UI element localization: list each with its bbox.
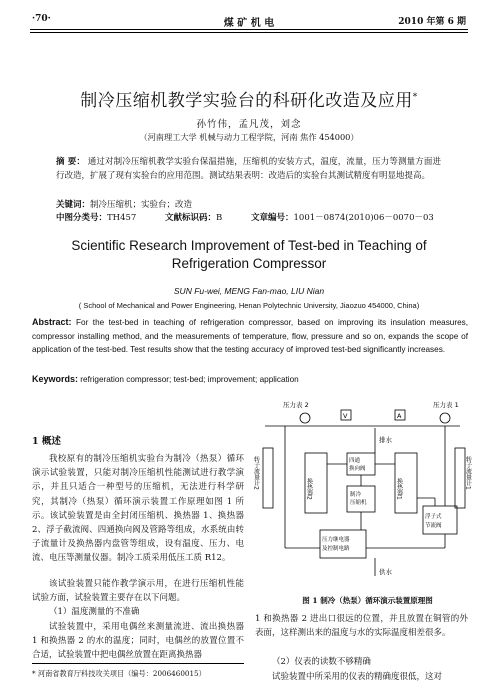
abstract-cn [56, 155, 441, 183]
section-heading: 1 概述 [32, 436, 61, 447]
label-compressor-2: 压缩机 [350, 500, 367, 506]
label-compressor: 制冷 [350, 492, 362, 498]
footnote: * 河南省教育厅科技攻关项目（编号：2006460015） [32, 669, 206, 678]
figure-caption: 图 1 制冷（热泵）循环演示装置原理图 [302, 596, 433, 605]
abstract-cn-text: 通过对制冷压缩机教学实验台保温措施，压缩机的安装方式，温度，流量，压力等测量方面进行改造，扩展了现有实验台的应用范围。测试结果表明：改造后的实验台其测试精度有明显地提高。 [56, 157, 441, 182]
right-paragraph-2: 试验装置中所采用的仪表的精确度很低，这对 [272, 672, 443, 682]
label-gauge2: 压力表 2 [283, 401, 309, 409]
label-switch-2: 及控制电路 [322, 546, 350, 552]
abstract-cn-label: 摘 要： [56, 157, 85, 167]
subheading-2: （2）仪表的读数不够精确 [272, 657, 371, 667]
label-float-valve: 浮子式 [425, 514, 442, 520]
label-gauge1: 压力表 1 [433, 401, 459, 409]
title-en-line2: Refrigeration Compressor [171, 256, 327, 271]
label-valve: 四通 [349, 458, 361, 464]
label-water-out: 排水 [379, 436, 392, 444]
keywords-en: Keywords: refrigeration compressor; test-bed; improvement; application [32, 374, 299, 384]
issue-number: 2010 年第 6 期 [398, 17, 466, 27]
title-en-line1: Scientific Research Improvement of Test-bed in Teaching of [71, 238, 427, 253]
header-rule [30, 29, 468, 30]
journal-name: 煤 矿 机 电 [223, 18, 275, 29]
authors-en: SUN Fu-wei, MENG Fan-mao, LIU Nian [173, 286, 325, 296]
section1-paragraph-1: 我校原有的制冷压缩机实验台为制冷（热泵）循环演示试验装置，只能对制冷压缩机性能测试进行教学演示，并且只适合一种型号的压缩机，无法进行科学研究，其制冷（热泵）循环演示装置工作原理如图 1 所示。该试验装置是由全封闭压缩机、换热器 1、换热器 2、浮子截流阀、四通换向阀及管路等组成，水系统由转子流量计及换热器内盘管等组成，设有温度、压力、电流、电压等测量仪器。制冷工质采用低压工质 R12。 [32, 454, 244, 564]
label-water-in: 供水 [379, 568, 392, 576]
classification: 中图分类号：TH457 文献标识码：B 文章编号：1001－0874(2010)06－0070－03 [56, 213, 434, 223]
subheading-1: （1）温度测量的不准确 [49, 607, 140, 617]
label-hx2: 换热器2 [305, 478, 313, 500]
section1-paragraph-3: 试验装置中，采用电偶丝来测量流进、流出换热器 1 和换热器 2 的水的温度；同时，电偶丝的放置位置不合适，试验装置中把电偶丝放置在距离换热器 [32, 622, 244, 661]
title-footnote-mark: * [412, 92, 418, 103]
label-switch: 压力继电器 [322, 537, 350, 543]
header-rule-thin [30, 32, 468, 33]
label-rotameter1: 转子流量计1 [464, 456, 472, 490]
keywords-cn: 关键词：制冷压缩机；实验台；改造 [56, 200, 193, 210]
label-rotameter2: 转子流量计2 [252, 456, 260, 490]
label-valve-2: 换向阀 [349, 466, 366, 472]
footnote-rule [32, 663, 244, 664]
paper-title: 制冷压缩机教学实验台的科研化改造及应用* [80, 91, 418, 111]
authors-cn: 孙竹伟，孟凡茂，刘念 [196, 119, 302, 130]
abstract-en-text: For the test-bed in teaching of refrigeration compressor, based on improving its insulation measures, compressor installing method, and the measurements of temperature, flow, pressure and so on, expands the scope of application of the test-bed. Test results show that the testing accuracy of improved test-bed significantly increases. [32, 318, 468, 354]
label-ammeter: A [397, 412, 402, 420]
figure-1-schematic [252, 398, 475, 588]
affiliation-en: ( School of Mechanical and Power Engineering, Henan Polytechnic University, Jiaozuo 454000, China) [78, 301, 420, 310]
label-float-valve-2: 节流阀 [425, 523, 442, 529]
label-hx1: 换热器1 [395, 478, 403, 500]
affiliation-cn: （河南理工大学 机械与动力工程学院，河南 焦作 454000） [139, 132, 359, 142]
abstract-en-label: Abstract: [32, 317, 72, 327]
abstract-en [32, 316, 468, 357]
section1-paragraph-2: 该试验装置只能作教学演示用，在进行压缩机性能试验方面，试验装置主要存在以下问题。 [32, 579, 244, 604]
right-paragraph-1: 1 和换热器 2 进出口很远的位置，并且放置在铜管的外表面，这样测出来的温度与水的实际温度相差很多。 [255, 614, 468, 639]
label-voltmeter: V [343, 412, 348, 420]
page-number: ·70· [32, 14, 51, 24]
